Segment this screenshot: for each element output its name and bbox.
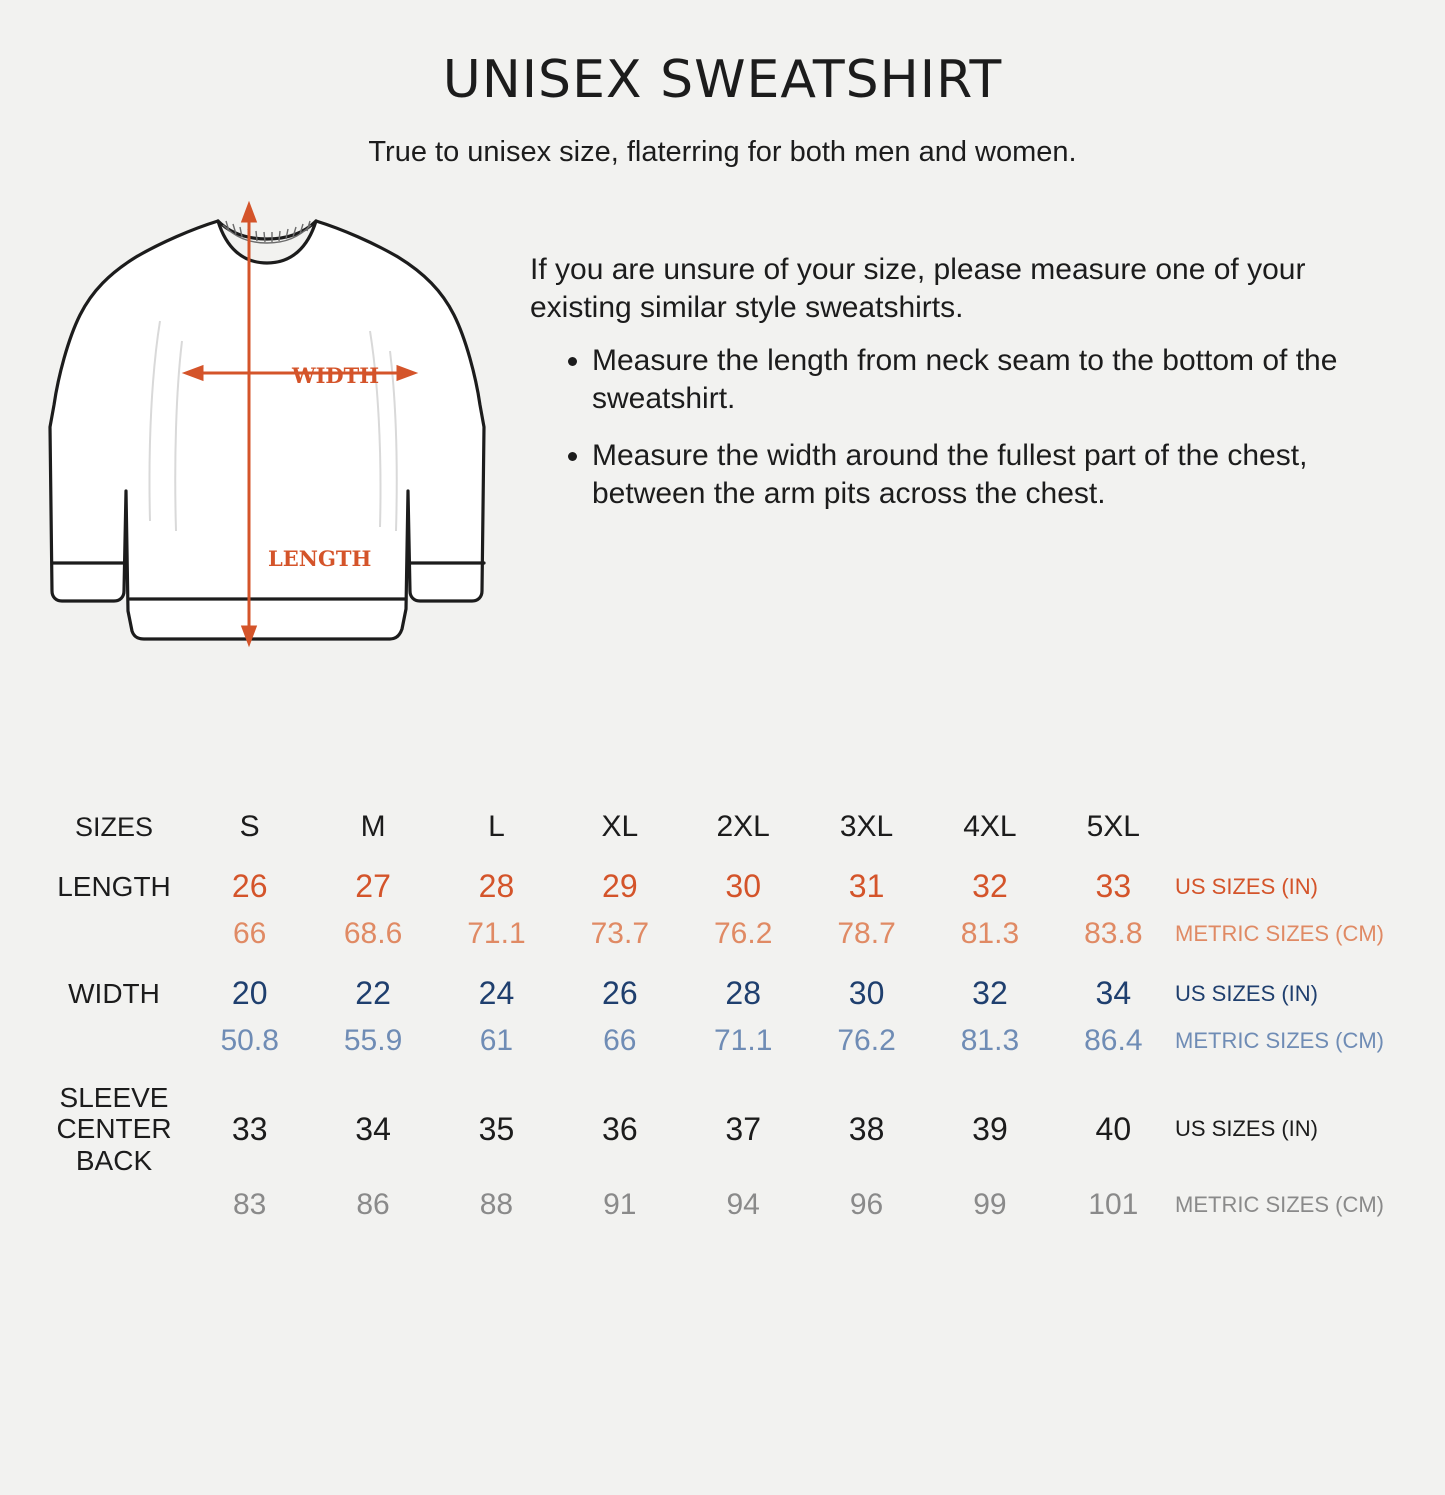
unit-label-length-us: US SIZES (IN) bbox=[1175, 873, 1319, 899]
row-label-sleeve-line2: CENTER bbox=[56, 1113, 172, 1145]
cell-sleeve-us-m: 34 bbox=[355, 1110, 391, 1147]
cell-length-us-m: 27 bbox=[355, 868, 391, 904]
unit-label-length-metric: METRIC SIZES (CM) bbox=[1175, 921, 1384, 946]
cell-length-cm-l: 71.1 bbox=[467, 917, 526, 950]
cell-sleeve-us-xl: 36 bbox=[602, 1110, 638, 1147]
header-size-2xl: 2XL bbox=[716, 810, 770, 843]
cell-width-cm-m: 55.9 bbox=[343, 1024, 403, 1057]
cell-length-us-l: 28 bbox=[478, 868, 515, 904]
cell-length-us-2xl: 30 bbox=[725, 868, 761, 904]
sweatshirt-illustration bbox=[40, 191, 510, 661]
cell-length-cm-2xl: 76.2 bbox=[713, 917, 773, 950]
cell-length-us-3xl: 31 bbox=[848, 868, 885, 904]
header-size-l: L bbox=[488, 810, 505, 843]
cell-sleeve-cm-s: 83 bbox=[233, 1188, 267, 1222]
header-sizes-label: SIZES bbox=[74, 811, 154, 842]
instructions-block bbox=[510, 191, 1405, 531]
page-title: UNISEX SWEATSHIRT bbox=[442, 50, 1003, 110]
table-row-sleeve-metric bbox=[40, 1188, 1405, 1222]
cell-sleeve-us-2xl: 37 bbox=[725, 1110, 761, 1147]
cell-sleeve-us-4xl: 39 bbox=[972, 1110, 1008, 1147]
cell-sleeve-us-s: 33 bbox=[231, 1110, 268, 1147]
table-header-row bbox=[40, 810, 1405, 844]
cell-length-cm-5xl: 83.8 bbox=[1084, 917, 1143, 950]
cell-width-us-3xl: 30 bbox=[848, 975, 885, 1011]
cell-length-us-5xl: 33 bbox=[1095, 868, 1132, 904]
cell-length-cm-3xl: 78.7 bbox=[837, 917, 896, 950]
cell-width-cm-3xl: 76.2 bbox=[837, 1024, 896, 1057]
cell-sleeve-us-5xl: 40 bbox=[1095, 1110, 1132, 1147]
header-size-s: S bbox=[239, 810, 260, 843]
header-size-3xl: 3XL bbox=[839, 810, 894, 843]
list-item: • Measure the length from neck seam to the bottom of the sweatshirt. bbox=[592, 342, 1405, 419]
cell-width-cm-s: 50.8 bbox=[220, 1024, 279, 1057]
page-subtitle: True to unisex size, flaterring for both men and women. bbox=[368, 136, 1077, 168]
cell-sleeve-cm-xl: 91 bbox=[603, 1188, 637, 1222]
cell-sleeve-cm-l: 88 bbox=[479, 1188, 514, 1222]
unit-label-width-metric: METRIC SIZES (CM) bbox=[1175, 1028, 1384, 1053]
cell-width-cm-2xl: 71.1 bbox=[713, 1024, 773, 1057]
table-row-length-metric bbox=[40, 917, 1405, 951]
size-table bbox=[40, 810, 1405, 1222]
row-label-length: LENGTH bbox=[57, 870, 171, 902]
table-row-length-us bbox=[40, 868, 1405, 905]
cell-sleeve-cm-5xl: 101 bbox=[1088, 1188, 1139, 1222]
cell-width-us-l: 24 bbox=[478, 975, 515, 1011]
instructions-list bbox=[530, 342, 1405, 514]
row-label-width: WIDTH bbox=[68, 977, 160, 1009]
cell-width-us-4xl: 32 bbox=[972, 975, 1008, 1011]
cell-length-us-s: 26 bbox=[231, 868, 268, 904]
cell-length-cm-xl: 73.7 bbox=[590, 917, 649, 950]
table-row-width-us bbox=[40, 975, 1405, 1012]
cell-width-us-2xl: 28 bbox=[725, 975, 761, 1011]
cell-sleeve-us-3xl: 38 bbox=[848, 1110, 885, 1147]
unit-label-width-us: US SIZES (IN) bbox=[1175, 980, 1319, 1006]
cell-sleeve-cm-4xl: 99 bbox=[973, 1188, 1007, 1222]
row-label-sleeve bbox=[40, 1082, 188, 1176]
header-size-4xl: 4XL bbox=[963, 810, 1017, 843]
unit-label-sleeve-us: US SIZES (IN) bbox=[1175, 1116, 1319, 1142]
table-row-sleeve-us bbox=[40, 1082, 1405, 1176]
cell-length-cm-4xl: 81.3 bbox=[960, 917, 1020, 950]
list-item: • Measure the width around the fullest part of the chest, between the arm pits across the chest. bbox=[592, 437, 1405, 514]
instructions-intro: If you are unsure of your size, please measure one of your existing similar style sweatshirts. bbox=[530, 253, 1306, 325]
cell-sleeve-cm-2xl: 94 bbox=[726, 1188, 760, 1222]
cell-width-cm-xl: 66 bbox=[603, 1024, 637, 1057]
size-table-wrapper bbox=[0, 810, 1445, 1222]
cell-width-cm-4xl: 81.3 bbox=[960, 1024, 1020, 1057]
length-label: LENGTH bbox=[268, 546, 372, 571]
cell-width-us-m: 22 bbox=[355, 975, 391, 1011]
header-size-xl: XL bbox=[601, 810, 639, 843]
cell-length-us-xl: 29 bbox=[602, 868, 638, 904]
cell-length-cm-m: 68.6 bbox=[343, 917, 403, 950]
cell-width-us-5xl: 34 bbox=[1095, 975, 1132, 1011]
top-section bbox=[0, 169, 1445, 661]
width-label: WIDTH bbox=[292, 363, 380, 388]
header-size-5xl: 5XL bbox=[1086, 810, 1140, 843]
row-label-sleeve-line3: BACK bbox=[75, 1144, 153, 1176]
cell-sleeve-cm-m: 86 bbox=[356, 1188, 390, 1222]
cell-sleeve-us-l: 35 bbox=[478, 1110, 515, 1147]
header-size-m: M bbox=[360, 810, 386, 843]
cell-length-us-4xl: 32 bbox=[972, 868, 1008, 904]
size-chart-page bbox=[0, 50, 1445, 1495]
cell-width-us-s: 20 bbox=[231, 975, 268, 1011]
unit-label-sleeve-metric: METRIC SIZES (CM) bbox=[1175, 1192, 1384, 1218]
cell-width-cm-l: 61 bbox=[479, 1024, 514, 1057]
table-row-width-metric bbox=[40, 1024, 1405, 1058]
cell-width-us-xl: 26 bbox=[602, 975, 638, 1011]
row-label-sleeve-line1: SLEEVE bbox=[59, 1082, 169, 1113]
cell-length-cm-s: 66 bbox=[233, 917, 267, 950]
cell-width-cm-5xl: 86.4 bbox=[1084, 1024, 1143, 1057]
cell-sleeve-cm-3xl: 96 bbox=[849, 1188, 884, 1222]
